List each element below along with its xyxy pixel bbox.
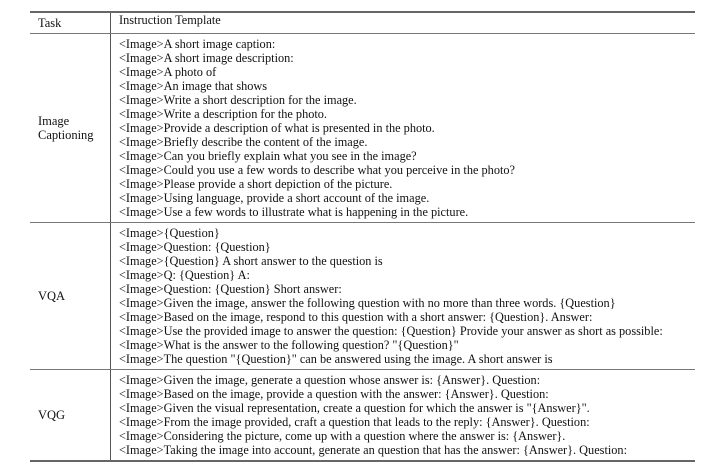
template-line: <Image>Given the visual representation, create a question for which the answer is "{Answer}". (119, 401, 590, 415)
template-line: <Image>A short image description: (119, 51, 294, 65)
task-label: VQA (38, 289, 66, 303)
header-template: Instruction Template (110, 13, 695, 33)
task-label: Image Captioning (38, 114, 94, 142)
template-line: <Image>Given the image, answer the following question with no more than three words. {Question} (119, 296, 616, 310)
template-line: <Image>{Question} A short answer to the question is (119, 254, 383, 268)
template-line: <Image>Considering the picture, come up with a question where the answer is: {Answer}. (119, 429, 566, 443)
template-line: <Image>Write a short description for the image. (119, 93, 357, 107)
template-list (110, 223, 695, 369)
template-line: <Image>Provide a description of what is presented in the photo. (119, 121, 435, 135)
template-line: <Image>Using language, provide a short account of the image. (119, 191, 430, 205)
template-line: <Image>Write a description for the photo. (119, 107, 328, 121)
template-line: <Image>A photo of (119, 65, 217, 79)
header-task: Task (38, 16, 62, 30)
template-line: <Image>From the image provided, craft a question that leads to the reply: {Answer}. Question: (119, 415, 590, 429)
template-line: <Image>Can you briefly explain what you see in the image? (119, 149, 417, 163)
template-line: <Image>{Question} (119, 226, 220, 240)
template-line: <Image>Given the image, generate a question whose answer is: {Answer}. Question: (119, 373, 541, 387)
template-line: <Image>A short image caption: (119, 37, 276, 51)
template-line: <Image>Use a few words to illustrate what is happening in the picture. (119, 205, 469, 219)
template-line: <Image>Briefly describe the content of the image. (119, 135, 368, 149)
template-list (110, 370, 695, 460)
template-line: <Image>The question "{Question}" can be answered using the image. A short answer is (119, 352, 553, 366)
template-line: <Image>Q: {Question} A: (119, 268, 250, 282)
template-line: <Image>Question: {Question} (119, 240, 271, 254)
template-line: <Image>Based on the image, respond to this question with a short answer: {Question}. Answer: (119, 310, 593, 324)
table-section (30, 370, 695, 460)
table-section (30, 223, 695, 370)
template-list (110, 34, 695, 222)
template-line: <Image>An image that shows (119, 79, 268, 93)
template-line: <Image>Could you use a few words to describe what you perceive in the photo? (119, 163, 515, 177)
template-line: <Image>Based on the image, provide a question with the answer: {Answer}. Question: (119, 387, 549, 401)
instruction-template-table (30, 11, 695, 462)
template-line: <Image>What is the answer to the following question? "{Question}" (119, 338, 459, 352)
table-header (30, 13, 695, 34)
template-line: <Image>Question: {Question} Short answer: (119, 282, 342, 296)
template-line: <Image>Use the provided image to answer the question: {Question} Provide your answer as short as possible: (119, 324, 663, 338)
template-line: <Image>Taking the image into account, generate an question that has the answer: {Answer}. Question: (119, 443, 627, 457)
template-line: <Image>Please provide a short depiction of the picture. (119, 177, 393, 191)
task-label: VQG (38, 408, 66, 422)
table-section (30, 34, 695, 223)
